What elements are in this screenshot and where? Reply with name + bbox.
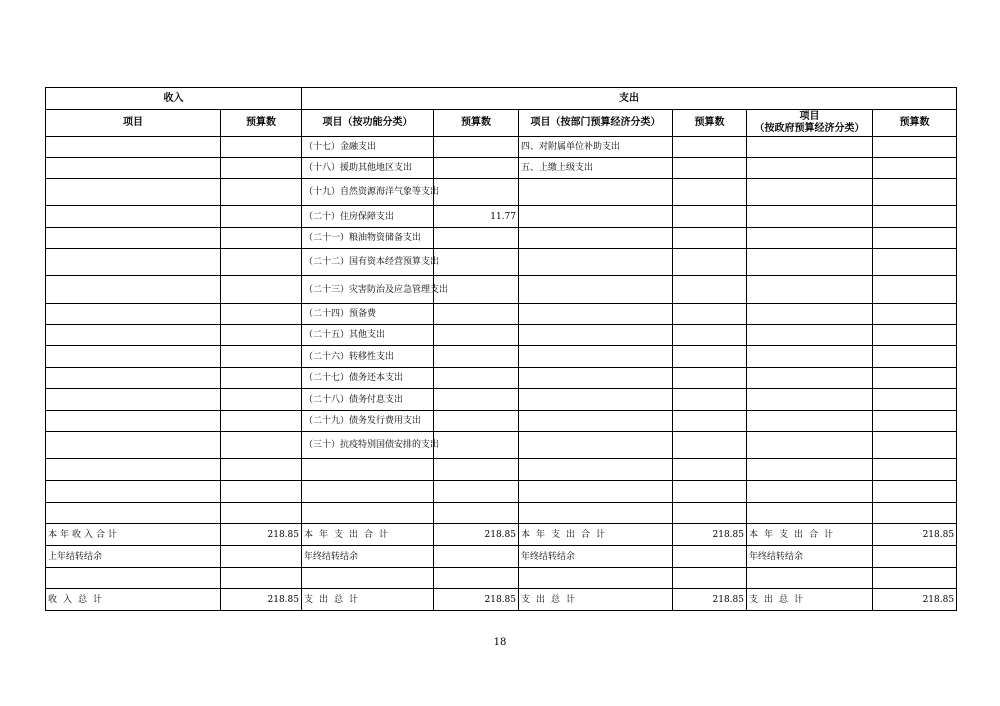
income-budget-cell bbox=[221, 206, 302, 228]
gov-item-cell bbox=[747, 346, 873, 368]
gov-budget-cell bbox=[873, 158, 957, 179]
dept-budget-cell bbox=[673, 249, 747, 276]
gov-budget-cell bbox=[873, 304, 957, 325]
expense-total-value-gov: 218.85 bbox=[873, 589, 957, 611]
income-budget-header: 预算数 bbox=[221, 110, 302, 137]
gov-budget-cell bbox=[873, 137, 957, 158]
dept-item-cell bbox=[519, 179, 673, 206]
income-item-cell bbox=[46, 179, 221, 206]
func-budget-cell bbox=[434, 304, 519, 325]
table-row bbox=[46, 249, 957, 276]
func-item-cell: （二十一）粮油物资储备支出 bbox=[302, 228, 434, 249]
dept-item-cell bbox=[519, 481, 673, 503]
income-item-header: 项目 bbox=[46, 110, 221, 137]
dept-item-header: 项目（按部门预算经济分类） bbox=[519, 110, 673, 137]
dept-budget-cell bbox=[673, 179, 747, 206]
prev-year-balance-label: 上年结转结余 bbox=[46, 546, 221, 568]
func-item-cell: （十七）金融支出 bbox=[302, 137, 434, 158]
dept-item-cell bbox=[519, 304, 673, 325]
income-section-header: 收入 bbox=[46, 88, 302, 110]
this-year-expense-label-dept: 本年支出合计 bbox=[519, 524, 673, 546]
dept-item-cell bbox=[519, 459, 673, 481]
table-row bbox=[46, 325, 957, 346]
dept-budget-cell bbox=[673, 568, 747, 589]
gov-budget-cell bbox=[873, 249, 957, 276]
table-row bbox=[46, 481, 957, 503]
income-item-cell bbox=[46, 389, 221, 411]
dept-item-cell bbox=[519, 276, 673, 304]
table-row bbox=[46, 432, 957, 459]
gov-item-header-line1: 项目 bbox=[799, 111, 820, 122]
income-budget-cell bbox=[221, 503, 302, 524]
dept-budget-cell bbox=[673, 228, 747, 249]
func-item-header: 项目（按功能分类） bbox=[302, 110, 434, 137]
balance-row bbox=[46, 546, 957, 568]
income-total-value: 218.85 bbox=[221, 589, 302, 611]
func-item-cell: （二十四）预备费 bbox=[302, 304, 434, 325]
income-item-cell bbox=[46, 459, 221, 481]
income-budget-cell bbox=[221, 276, 302, 304]
func-item-cell: （二十五）其他支出 bbox=[302, 325, 434, 346]
gov-budget-cell bbox=[873, 346, 957, 368]
income-budget-cell bbox=[221, 368, 302, 389]
income-item-cell bbox=[46, 206, 221, 228]
year-end-balance-value-dept bbox=[673, 546, 747, 568]
grand-total-row bbox=[46, 589, 957, 611]
table-row bbox=[46, 276, 957, 304]
income-budget-cell bbox=[221, 249, 302, 276]
table-row bbox=[46, 179, 957, 206]
this-year-expense-value-dept: 218.85 bbox=[673, 524, 747, 546]
func-budget-cell bbox=[434, 249, 519, 276]
func-budget-cell bbox=[434, 137, 519, 158]
gov-budget-cell bbox=[873, 389, 957, 411]
dept-budget-cell bbox=[673, 206, 747, 228]
gov-budget-header: 预算数 bbox=[873, 110, 957, 137]
gov-item-cell bbox=[747, 503, 873, 524]
income-item-cell bbox=[46, 346, 221, 368]
func-item-cell bbox=[302, 568, 434, 589]
gov-budget-cell bbox=[873, 503, 957, 524]
expense-section-header: 支出 bbox=[302, 88, 957, 110]
income-budget-cell bbox=[221, 459, 302, 481]
income-item-cell bbox=[46, 249, 221, 276]
table-row bbox=[46, 503, 957, 524]
func-budget-cell: 11.77 bbox=[434, 206, 519, 228]
income-budget-cell bbox=[221, 325, 302, 346]
income-item-cell bbox=[46, 137, 221, 158]
func-budget-cell bbox=[434, 325, 519, 346]
func-budget-cell bbox=[434, 432, 519, 459]
gov-item-header-line2: （按政府预算经济分类） bbox=[754, 123, 865, 134]
this-year-expense-value-gov: 218.85 bbox=[873, 524, 957, 546]
income-budget-cell bbox=[221, 389, 302, 411]
year-end-balance-value-func bbox=[434, 546, 519, 568]
income-total-label: 收入总计 bbox=[46, 589, 221, 611]
table-row bbox=[46, 158, 957, 179]
this-year-income-label: 本年收入合计 bbox=[46, 524, 221, 546]
page-number: 18 bbox=[493, 637, 507, 648]
income-budget-cell bbox=[221, 179, 302, 206]
func-item-cell: （十九）自然资源海洋气象等支出 bbox=[302, 179, 434, 206]
gov-item-cell bbox=[747, 304, 873, 325]
income-budget-cell bbox=[221, 304, 302, 325]
gov-item-cell bbox=[747, 276, 873, 304]
table-row bbox=[46, 346, 957, 368]
dept-budget-cell bbox=[673, 158, 747, 179]
dept-item-cell bbox=[519, 228, 673, 249]
expense-total-label-gov: 支出总计 bbox=[747, 589, 873, 611]
income-budget-cell bbox=[221, 158, 302, 179]
func-budget-cell bbox=[434, 158, 519, 179]
dept-budget-cell bbox=[673, 137, 747, 158]
dept-item-cell bbox=[519, 249, 673, 276]
this-year-total-row bbox=[46, 524, 957, 546]
gov-budget-cell bbox=[873, 459, 957, 481]
income-budget-cell bbox=[221, 411, 302, 432]
gov-item-cell bbox=[747, 325, 873, 346]
income-item-cell bbox=[46, 158, 221, 179]
gov-budget-cell bbox=[873, 411, 957, 432]
func-item-cell bbox=[302, 459, 434, 481]
dept-item-cell bbox=[519, 411, 673, 432]
this-year-expense-label-func: 本年支出合计 bbox=[302, 524, 434, 546]
gov-item-cell bbox=[747, 368, 873, 389]
income-budget-cell bbox=[221, 346, 302, 368]
income-budget-cell bbox=[221, 481, 302, 503]
func-budget-cell bbox=[434, 389, 519, 411]
dept-budget-cell bbox=[673, 368, 747, 389]
income-item-cell bbox=[46, 503, 221, 524]
gov-item-cell bbox=[747, 459, 873, 481]
expense-total-value-dept: 218.85 bbox=[673, 589, 747, 611]
gov-item-cell bbox=[747, 432, 873, 459]
expense-total-label-dept: 支出总计 bbox=[519, 589, 673, 611]
table-row bbox=[46, 459, 957, 481]
dept-item-cell: 四、对附属单位补助支出 bbox=[519, 137, 673, 158]
table-row bbox=[46, 568, 957, 589]
gov-budget-cell bbox=[873, 568, 957, 589]
income-item-cell bbox=[46, 432, 221, 459]
income-budget-cell bbox=[221, 568, 302, 589]
dept-budget-cell bbox=[673, 389, 747, 411]
table-row bbox=[46, 368, 957, 389]
gov-item-cell bbox=[747, 568, 873, 589]
year-end-balance-label-func: 年终结转结余 bbox=[302, 546, 434, 568]
expense-total-label-func: 支出总计 bbox=[302, 589, 434, 611]
gov-budget-cell bbox=[873, 179, 957, 206]
func-item-cell: （二十三）灾害防治及应急管理支出 bbox=[302, 276, 434, 304]
this-year-expense-label-gov: 本年支出合计 bbox=[747, 524, 873, 546]
func-item-cell: （二十二）国有资本经营预算支出 bbox=[302, 249, 434, 276]
table-row bbox=[46, 137, 957, 158]
func-item-cell: （二十八）债务付息支出 bbox=[302, 389, 434, 411]
dept-budget-cell bbox=[673, 346, 747, 368]
func-item-cell: （十八）援助其他地区支出 bbox=[302, 158, 434, 179]
gov-item-cell bbox=[747, 137, 873, 158]
func-item-cell bbox=[302, 503, 434, 524]
gov-budget-cell bbox=[873, 481, 957, 503]
func-item-cell: （二十）住房保障支出 bbox=[302, 206, 434, 228]
income-item-cell bbox=[46, 228, 221, 249]
func-budget-cell bbox=[434, 568, 519, 589]
dept-item-cell bbox=[519, 325, 673, 346]
table-row bbox=[46, 411, 957, 432]
gov-item-cell bbox=[747, 411, 873, 432]
gov-item-cell bbox=[747, 158, 873, 179]
gov-item-cell bbox=[747, 206, 873, 228]
income-item-cell bbox=[46, 568, 221, 589]
gov-item-cell bbox=[747, 389, 873, 411]
dept-item-cell bbox=[519, 432, 673, 459]
gov-item-cell bbox=[747, 249, 873, 276]
budget-table bbox=[45, 87, 957, 611]
func-budget-cell bbox=[434, 179, 519, 206]
gov-item-cell bbox=[747, 179, 873, 206]
year-end-balance-label-dept: 年终结转结余 bbox=[519, 546, 673, 568]
func-item-cell: （二十七）债务还本支出 bbox=[302, 368, 434, 389]
func-budget-cell bbox=[434, 346, 519, 368]
gov-budget-cell bbox=[873, 432, 957, 459]
dept-budget-cell bbox=[673, 459, 747, 481]
this-year-expense-value-func: 218.85 bbox=[434, 524, 519, 546]
income-item-cell bbox=[46, 411, 221, 432]
income-budget-cell bbox=[221, 137, 302, 158]
func-item-cell: （二十六）转移性支出 bbox=[302, 346, 434, 368]
func-budget-header: 预算数 bbox=[434, 110, 519, 137]
func-budget-cell bbox=[434, 459, 519, 481]
dept-budget-cell bbox=[673, 411, 747, 432]
income-budget-cell bbox=[221, 432, 302, 459]
dept-item-cell bbox=[519, 568, 673, 589]
column-header-row bbox=[46, 110, 957, 137]
income-item-cell bbox=[46, 325, 221, 346]
func-budget-cell bbox=[434, 228, 519, 249]
table-row bbox=[46, 304, 957, 325]
gov-budget-cell bbox=[873, 206, 957, 228]
func-item-cell: （二十九）债务发行费用支出 bbox=[302, 411, 434, 432]
func-budget-cell bbox=[434, 368, 519, 389]
table-row bbox=[46, 228, 957, 249]
gov-item-cell bbox=[747, 481, 873, 503]
income-item-cell bbox=[46, 304, 221, 325]
this-year-income-value: 218.85 bbox=[221, 524, 302, 546]
dept-budget-header: 预算数 bbox=[673, 110, 747, 137]
dept-budget-cell bbox=[673, 503, 747, 524]
dept-budget-cell bbox=[673, 432, 747, 459]
dept-item-cell bbox=[519, 346, 673, 368]
table-row bbox=[46, 389, 957, 411]
dept-item-cell bbox=[519, 368, 673, 389]
func-budget-cell bbox=[434, 481, 519, 503]
dept-budget-cell bbox=[673, 304, 747, 325]
dept-budget-cell bbox=[673, 276, 747, 304]
func-budget-cell bbox=[434, 503, 519, 524]
dept-item-cell: 五、上缴上级支出 bbox=[519, 158, 673, 179]
dept-budget-cell bbox=[673, 481, 747, 503]
year-end-balance-value-gov bbox=[873, 546, 957, 568]
gov-budget-cell bbox=[873, 325, 957, 346]
gov-item-header bbox=[747, 110, 873, 137]
gov-budget-cell bbox=[873, 228, 957, 249]
dept-item-cell bbox=[519, 389, 673, 411]
gov-budget-cell bbox=[873, 276, 957, 304]
section-header-row bbox=[46, 88, 957, 110]
income-item-cell bbox=[46, 368, 221, 389]
gov-item-cell bbox=[747, 228, 873, 249]
expense-total-value-func: 218.85 bbox=[434, 589, 519, 611]
func-item-cell bbox=[302, 481, 434, 503]
dept-budget-cell bbox=[673, 325, 747, 346]
dept-item-cell bbox=[519, 503, 673, 524]
gov-budget-cell bbox=[873, 368, 957, 389]
income-budget-cell bbox=[221, 228, 302, 249]
income-item-cell bbox=[46, 276, 221, 304]
dept-item-cell bbox=[519, 206, 673, 228]
table-row bbox=[46, 206, 957, 228]
year-end-balance-label-gov: 年终结转结余 bbox=[747, 546, 873, 568]
income-item-cell bbox=[46, 481, 221, 503]
prev-year-balance-value bbox=[221, 546, 302, 568]
func-item-cell: （三十）抗疫特别国债安排的支出 bbox=[302, 432, 434, 459]
func-budget-cell bbox=[434, 411, 519, 432]
